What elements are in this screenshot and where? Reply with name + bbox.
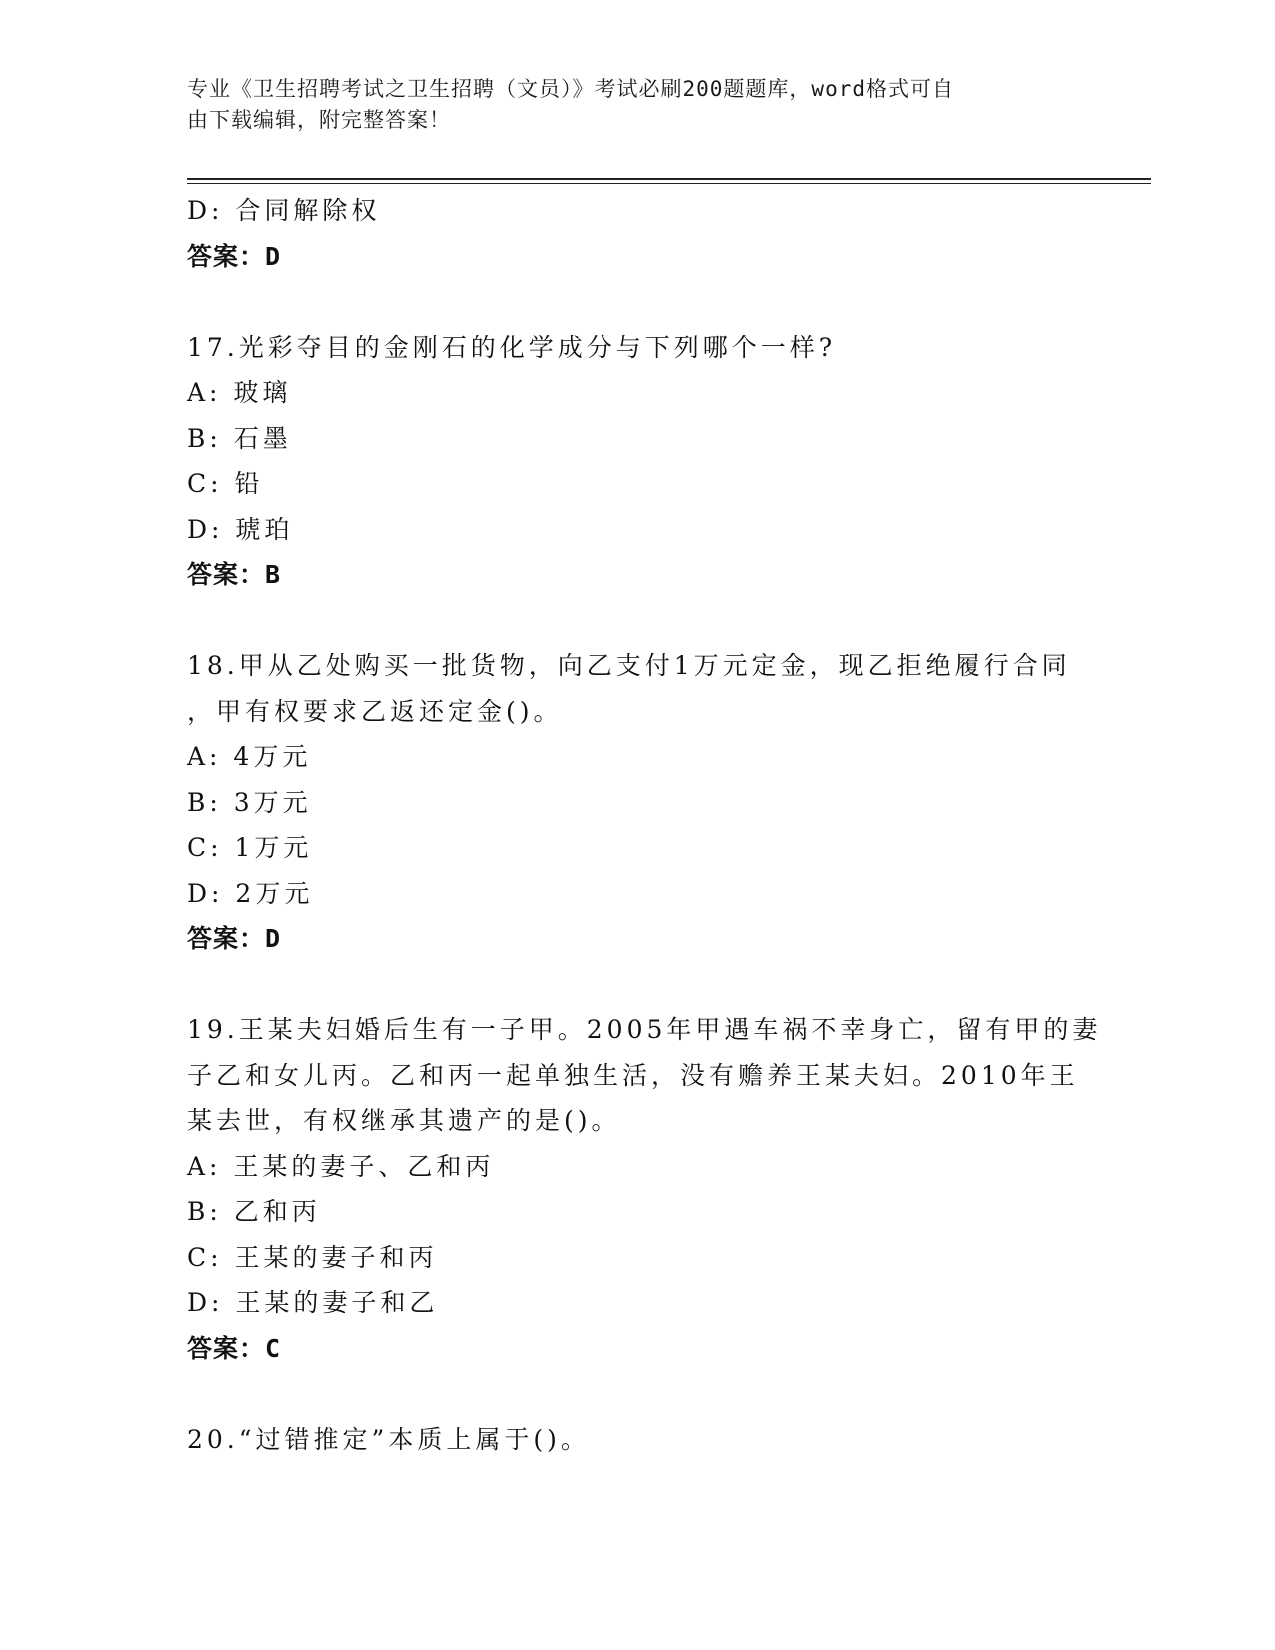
- spacer: [187, 279, 1087, 325]
- question-stem: 17.光彩夺目的金刚石的化学成分与下列哪个一样?: [187, 332, 837, 362]
- answer-line: 答案：B: [187, 560, 282, 589]
- answer-line: 答案：D: [187, 241, 282, 271]
- answer-line: 答案：C: [187, 1333, 282, 1363]
- option-a: A: 4万元: [187, 742, 312, 771]
- question-stem: 18.甲从乙处购买一批货物，向乙支付1万元定金，现乙拒绝履行合同: [187, 651, 1071, 680]
- question-19: [187, 1007, 1102, 1371]
- option-b: B: 石墨: [187, 423, 292, 453]
- option-a: A: 玻璃: [187, 378, 292, 407]
- option-d: D: 琥珀: [187, 514, 294, 544]
- header-line-1: 专业《卫生招聘考试之卫生招聘（文员）》考试必刷200题题库，word格式可自: [187, 77, 954, 101]
- spacer: [187, 598, 1087, 644]
- spacer: [187, 1371, 1087, 1417]
- question-stem: 20.“过错推定”本质上属于()。: [187, 1424, 590, 1454]
- question-17: [187, 325, 1087, 598]
- question-18: [187, 643, 1087, 962]
- option-a: A: 王某的妻子、乙和丙: [187, 1151, 495, 1181]
- option-c: C: 1万元: [187, 833, 313, 862]
- option-b: B: 乙和丙: [187, 1197, 321, 1226]
- answer-line: 答案：D: [187, 924, 282, 953]
- document-body: [187, 188, 1102, 1462]
- option-b: B: 3万元: [187, 787, 312, 817]
- option-d: D: 合同解除权: [187, 196, 381, 225]
- option-c: C: 铅: [187, 469, 264, 498]
- spacer: [187, 962, 1087, 1008]
- question-stem: 19.王某夫妇婚后生有一子甲。2005年甲遇车祸不幸身亡，留有甲的妻: [187, 1015, 1102, 1044]
- question-20: [187, 1417, 1087, 1463]
- option-d: D: 王某的妻子和乙: [187, 1288, 439, 1317]
- question-stem: 某去世，有权继承其遗产的是()。: [187, 1106, 621, 1135]
- header-rule-thick: [187, 178, 1151, 180]
- document-header: [187, 74, 1067, 136]
- option-c: C: 王某的妻子和丙: [187, 1242, 438, 1272]
- question-stem: 子乙和女儿丙。乙和丙一起单独生活，没有赡养王某夫妇。2010年王: [187, 1060, 1079, 1090]
- option-d: D: 2万元: [187, 878, 314, 908]
- header-line-2: 由下载编辑，附完整答案！: [187, 108, 451, 132]
- header-rule-thin: [187, 183, 1151, 184]
- question-stem: ，甲有权要求乙返还定金()。: [187, 696, 563, 726]
